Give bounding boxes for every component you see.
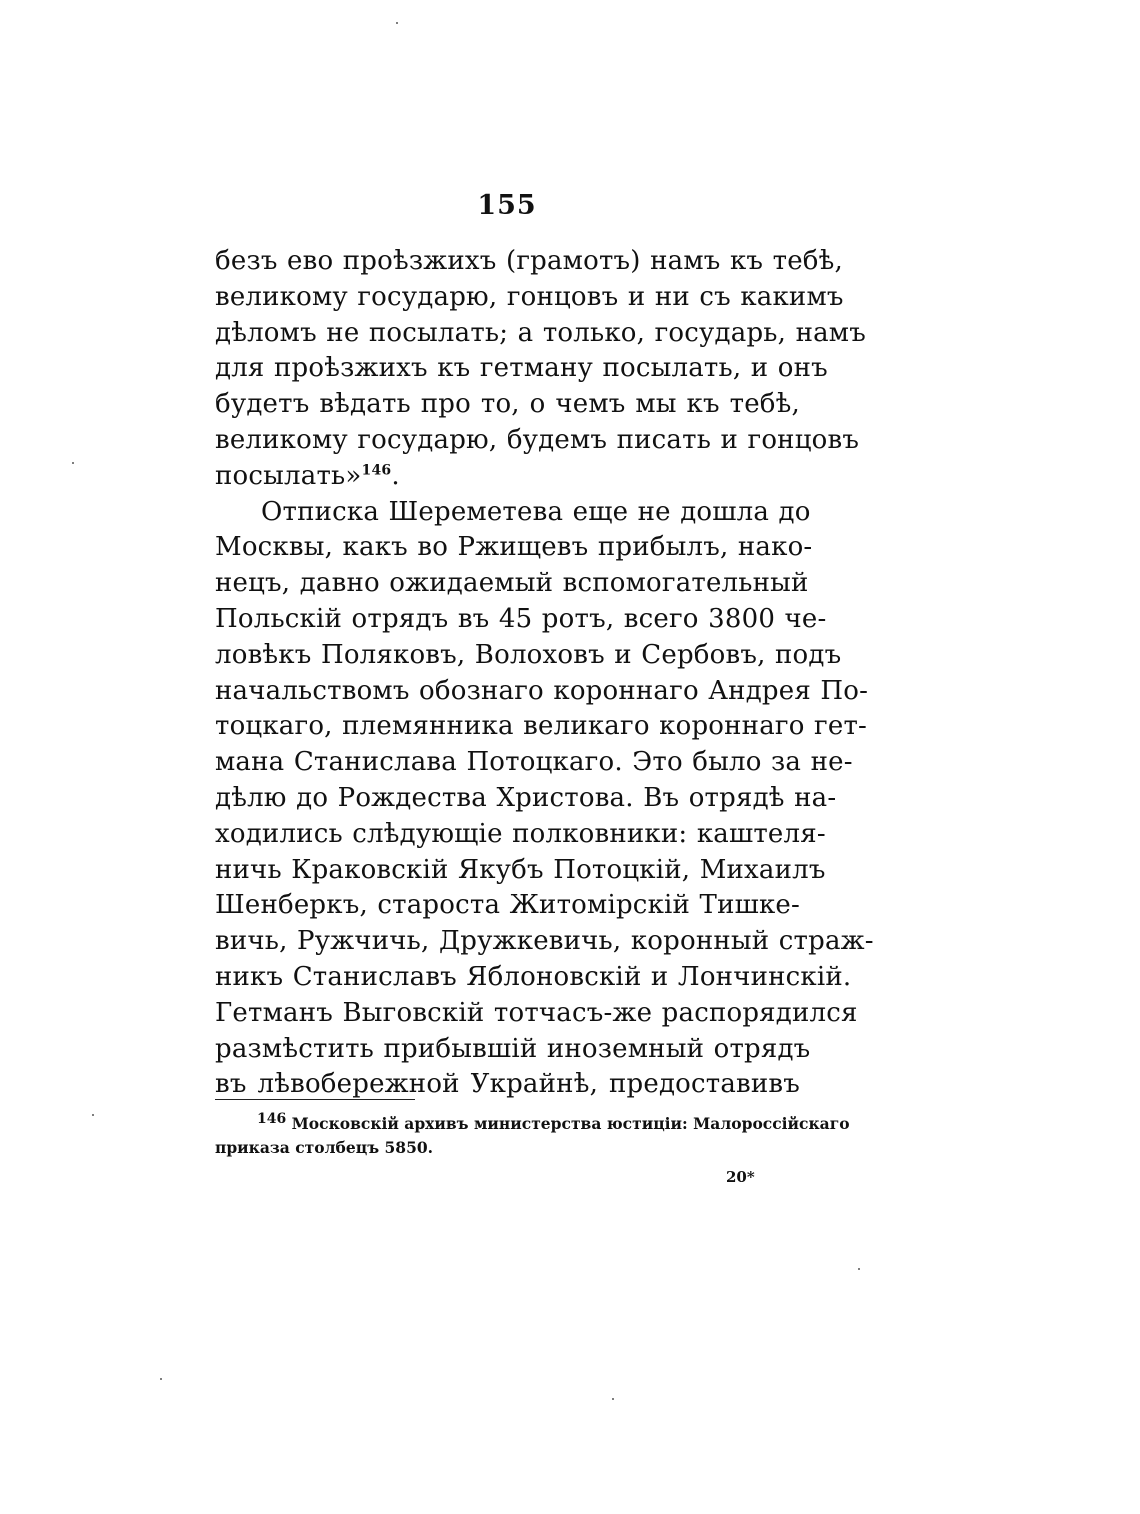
text-line: никъ Станиславъ Яблоновскій и Лончинскій. <box>215 961 852 992</box>
text-line: Гетманъ Выговскій тотчасъ-же распорядился <box>215 997 858 1028</box>
text-line: дѣлю до Рождества Христова. Въ отрядѣ на- <box>215 782 837 813</box>
text-line: вичь, Ружчичь, Дружкевичь, коронный страж- <box>215 926 874 957</box>
paragraph-end-line <box>215 459 800 495</box>
text-line: Польскій отрядъ въ 45 ротъ, всего 3800 че- <box>215 603 827 634</box>
scan-speck <box>92 1114 94 1116</box>
footnote-number: 146 <box>257 1110 287 1127</box>
text-line: безъ ево проѣзжихъ (грамотъ) намъ къ тебѣ, <box>215 246 843 276</box>
footnote-reference: 146 <box>361 462 392 479</box>
text-line: ничь Краковскій Якубъ Потоцкій, Михаилъ <box>215 854 826 885</box>
text-line: Шенберкъ, староста Житомірскій Тишке- <box>215 890 800 921</box>
page-number: 155 <box>477 190 537 221</box>
text-line: будетъ вѣдать про то, о чемъ мы къ тебѣ, <box>215 389 800 420</box>
footnote <box>215 1110 850 1160</box>
footnote-line: приказа столбецъ 5850. <box>215 1138 434 1157</box>
signature-mark: 20* <box>726 1168 755 1186</box>
text-line: начальствомъ обознаго короннаго Андрея По- <box>215 675 869 706</box>
text-line: Отписка Шереметева еще не дошла до <box>261 496 811 527</box>
main-text <box>215 244 874 1103</box>
footnote-divider <box>215 1099 415 1100</box>
text-line: ходились слѣдующіе полковники: каштеля- <box>215 818 826 849</box>
text-line: дѣломъ не посылать; а только, государь, намъ <box>215 317 866 348</box>
scan-speck <box>858 1268 860 1270</box>
text-line: мана Станислава Потоцкаго. Это было за не- <box>215 747 853 778</box>
text-line: размѣстить прибывшій иноземный отрядъ <box>215 1033 811 1064</box>
scan-speck <box>612 1398 614 1400</box>
text-line: нецъ, давно ожидаемый вспомогательный <box>215 568 809 599</box>
text-fragment: . <box>391 460 400 491</box>
text-line: въ лѣвобережной Украйнѣ, предоставивъ <box>215 1069 800 1100</box>
text-line: для проѣзжихъ къ гетману посылать, и онъ <box>215 353 828 384</box>
scan-speck <box>160 1378 162 1380</box>
scan-speck <box>72 462 74 464</box>
text-line: великому государю, будемъ писать и гонцовъ <box>215 424 860 455</box>
footnote-text: Московскій архивъ министерства юстиціи: Малороссійскаго <box>291 1114 850 1133</box>
footnote-line <box>215 1110 850 1136</box>
text-fragment: посылать» <box>215 460 362 491</box>
text-line: ловѣкъ Поляковъ, Волоховъ и Сербовъ, подъ <box>215 639 842 670</box>
text-line: Москвы, какъ во Ржищевъ прибылъ, нако- <box>215 532 813 563</box>
scan-speck <box>396 22 398 24</box>
text-line: великому государю, гонцовъ и ни съ какимъ <box>215 281 844 312</box>
text-line: тоцкаго, племянника великаго короннаго гет- <box>215 711 868 742</box>
